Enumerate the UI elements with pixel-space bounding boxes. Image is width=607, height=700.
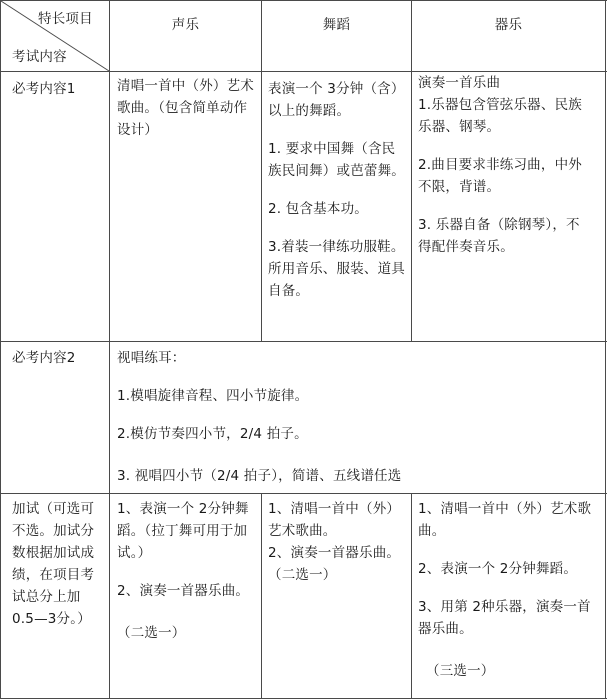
row3-dance-line: 1、清唱一首中（外） bbox=[268, 501, 401, 517]
row2-bottom-line bbox=[0, 493, 607, 494]
row3-label-line: 不选。加试分 bbox=[12, 523, 95, 539]
row2-label: 必考内容2 bbox=[12, 350, 76, 366]
row2-solfege-cell bbox=[117, 347, 597, 487]
row3-label-line: 数根据加试成 bbox=[12, 545, 95, 561]
row3-vocal-cell bbox=[117, 498, 259, 644]
row3-dance-cell bbox=[268, 498, 410, 586]
row3-instrument-line: 器乐曲。 bbox=[418, 621, 473, 637]
row2-solfege-item: 3. 视唱四小节（2/4 拍子），简谱、五线谱任选 bbox=[117, 468, 402, 484]
row1-dance-line: 以上的舞蹈。 bbox=[268, 103, 351, 119]
row3-vocal-line: 试。） bbox=[117, 545, 152, 561]
row1-instrument-line: 2.曲目要求非练习曲，中外 bbox=[418, 157, 582, 173]
row1-instrument-line: 1.乐器包含管弦乐器、民族 bbox=[418, 97, 582, 113]
header-dance: 舞蹈 bbox=[322, 17, 351, 33]
row3-instrument-cell bbox=[418, 498, 604, 682]
col2-left-line-bottom bbox=[261, 493, 262, 699]
row3-label-line: 试总分上加 bbox=[12, 589, 81, 605]
row1-dance-line: 1. 要求中国舞（含民 bbox=[268, 141, 396, 157]
row3-dance-choice: （二选一） bbox=[268, 567, 337, 583]
col3-left-line-bottom bbox=[411, 493, 412, 699]
row1-dance-line: 3.着装一律练功服鞋。 bbox=[268, 239, 405, 255]
row1-vocal-line: 歌曲。（包含简单动作 bbox=[117, 100, 248, 116]
row1-instrument-line: 得配伴奏音乐。 bbox=[418, 239, 514, 255]
header-diag-bottom-label: 考试内容 bbox=[12, 49, 67, 65]
row3-instrument-line: 2、表演一个 2分钟舞蹈。 bbox=[418, 561, 578, 577]
col2-left-line-top bbox=[261, 0, 262, 342]
table-border-right bbox=[605, 0, 606, 699]
row1-dance-line: 2. 包含基本功。 bbox=[268, 201, 368, 217]
row2-solfege-item: 2.模仿节奏四小节，2/4 拍子。 bbox=[117, 426, 308, 442]
row3-label-line: 绩，在项目考 bbox=[12, 567, 95, 583]
row1-instrument-line: 3. 乐器自备（除钢琴），不 bbox=[418, 217, 580, 233]
table-border-left bbox=[0, 0, 1, 699]
row1-vocal-line: 设计） bbox=[117, 122, 159, 138]
row1-dance-line: 自备。 bbox=[268, 283, 310, 299]
table-border-bottom bbox=[0, 698, 607, 699]
row3-label-cell bbox=[12, 498, 108, 630]
header-diag-top-label: 特长项目 bbox=[38, 11, 93, 27]
row3-label-line: 加试（可选可 bbox=[12, 501, 95, 517]
row1-vocal-cell bbox=[117, 75, 259, 141]
row1-vocal-line: 清唱一首中（外）艺术 bbox=[117, 78, 254, 94]
row1-instrument-line: 演奏一首乐曲 bbox=[418, 75, 501, 91]
col3-left-line-top bbox=[411, 0, 412, 342]
row1-dance-line: 表演一个 3分钟（含） bbox=[268, 81, 405, 97]
row3-label-line: 0.5—3分。） bbox=[12, 611, 91, 627]
row1-bottom-line bbox=[0, 341, 607, 342]
row1-instrument-line: 乐器、钢琴。 bbox=[418, 119, 501, 135]
row3-dance-line: 艺术歌曲。 bbox=[268, 523, 337, 539]
header-instrument: 器乐 bbox=[494, 17, 523, 33]
row3-instrument-line: 1、清唱一首中（外）艺术歌 bbox=[418, 501, 592, 517]
row1-instrument-cell bbox=[418, 72, 604, 258]
row3-vocal-choice: （二选一） bbox=[117, 625, 186, 641]
col1-left-line bbox=[109, 0, 110, 699]
row3-vocal-line: 1、表演一个 2分钟舞 bbox=[117, 501, 249, 517]
row3-instrument-line: 曲。 bbox=[418, 523, 446, 539]
row1-dance-line: 族民间舞）或芭蕾舞。 bbox=[268, 163, 405, 179]
row1-dance-cell bbox=[268, 78, 410, 302]
row1-label: 必考内容1 bbox=[12, 81, 76, 97]
header-vocal: 声乐 bbox=[171, 17, 200, 33]
row1-instrument-line: 不限，背谱。 bbox=[418, 179, 501, 195]
row2-solfege-title: 视唱练耳： bbox=[117, 350, 186, 366]
row2-solfege-item: 1.模唱旋律音程、四小节旋律。 bbox=[117, 388, 309, 404]
row3-instrument-choice: （三选一） bbox=[426, 663, 495, 679]
row3-vocal-line: 蹈。（拉丁舞可用于加 bbox=[117, 523, 248, 539]
row3-instrument-line: 3、用第 2种乐器，演奏一首 bbox=[418, 599, 591, 615]
row3-vocal-line: 2、演奏一首器乐曲。 bbox=[117, 583, 250, 599]
row1-dance-line: 所用音乐、服装、道具 bbox=[268, 261, 405, 277]
row3-dance-line: 2、演奏一首器乐曲。 bbox=[268, 545, 401, 561]
